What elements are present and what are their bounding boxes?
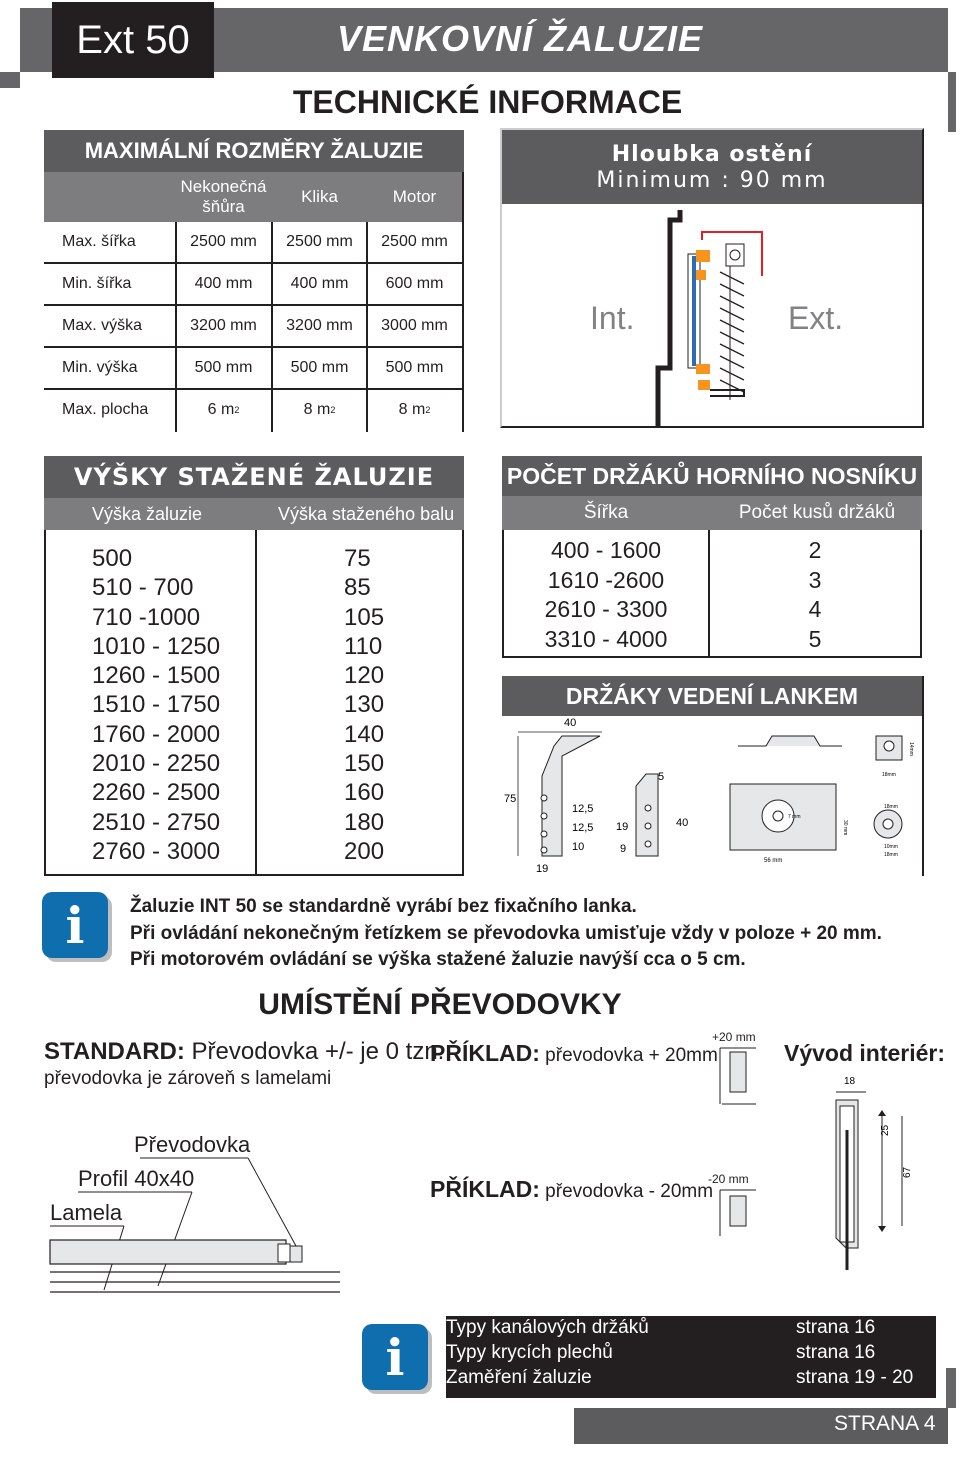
table-row [44,306,464,348]
holders-header [502,496,922,530]
divider [366,222,368,432]
cell: 400 mm [194,275,253,292]
list-item: 710 -1000 [92,603,201,631]
label-gearbox: Převodovka [134,1132,251,1157]
standard-label: STANDARD: [44,1038,185,1065]
cell: 500 mm [290,359,349,376]
col-endless-cord: Nekonečná šňůra [180,177,267,216]
col-width: Šířka [583,502,629,523]
divider [271,222,273,432]
dim-label: 12,5 [572,803,594,815]
minus-20-label: -20 mm [708,1172,749,1186]
list-item: 180 [344,808,385,836]
info-line: Žaluzie INT 50 se standardně vyrábí bez fixačního lanka. [130,896,637,917]
reference-page: strana 19 - 20 [796,1367,914,1388]
list-item: 200 [344,837,385,865]
list-item: 1610 -2600 [547,566,665,593]
stack-height-column [344,544,384,866]
cell [176,390,271,430]
standard-subtext: převodovka je zároveň s lamelami [44,1068,332,1089]
cell: 400 mm [290,275,349,292]
cable-guides-drawing [502,716,922,876]
max-dimensions-header [44,172,464,222]
row-label: Max. plocha [62,401,149,418]
table-row [44,222,464,264]
blind-height-column [92,544,220,866]
list-item: 130 [344,691,385,719]
count-column [712,536,918,654]
product-code: Ext 50 [52,2,214,78]
cell: 2500 mm [286,233,353,250]
list-item: 1260 - 1500 [92,662,221,690]
dim-label: 25 [880,1124,891,1136]
col-motor: Motor [392,187,437,206]
divider [175,222,177,432]
table-row [44,348,464,390]
page-title: VENKOVNÍ ŽALUZIE [336,18,703,59]
reference-row [446,1342,936,1367]
info-line: Při motorovém ovládání se výška stažené žaluzie navýší cca o 5 cm. [130,949,746,970]
example-plus [430,1040,718,1067]
example-text: převodovka - 20mm [539,1181,714,1202]
list-item: 1010 - 1250 [92,632,221,660]
cell: 3200 mm [286,317,353,334]
cell: 500 mm [194,359,253,376]
list-item: 160 [344,779,385,807]
list-item: 120 [344,662,385,690]
dim-label: 19 [616,821,629,833]
dim-label: 18mm [884,804,898,810]
reference-label: Zaměření žaluzie [446,1367,592,1388]
plus-20-label: +20 mm [712,1030,756,1044]
label-slat: Lamela [50,1200,123,1225]
list-item: 2760 - 3000 [92,837,221,865]
list-item: 110 [344,632,383,660]
info-notes [130,894,882,974]
superscript: 2 [234,405,240,415]
cell-value: 8 m [303,401,331,418]
holders-title: POČET DRŽÁKŮ HORNÍHO NOSNÍKU [502,456,922,496]
plus-20-diagram [700,1044,760,1124]
row-label: Min. výška [62,359,138,376]
info-line: Při ovládání nekonečným řetízkem se převodovka umisťuje vždy v poloze + 20 mm. [130,922,882,944]
row-label: Min. šířka [62,275,132,292]
list-item: 4 [808,596,822,622]
dim-label: 18 [844,1076,856,1087]
cell: 2500 mm [381,233,448,250]
list-item: 2260 - 2500 [92,779,221,807]
cell-value: 6 m [207,401,235,418]
page-number: STRANA 4 [834,1412,936,1435]
table-row [44,390,464,432]
col-count: Počet kusů držáků [738,502,896,523]
exterior-label: Ext. [788,300,844,336]
divider [708,530,710,658]
info-icon: i [42,892,108,958]
heights-title: VÝŠKY STAŽENÉ ŽALUZIE [44,456,464,498]
dim-label: 18mm [884,852,898,858]
col-crank: Klika [301,187,338,206]
list-item: 75 [344,545,371,572]
col-blind-height: Výška žaluzie [92,503,203,524]
dim-label: 7 mm [788,814,801,820]
dim-label: 18mm [882,772,896,778]
width-column [506,536,706,654]
table-row [44,264,464,306]
dim-label: 10mm [884,844,898,850]
heights-header [44,498,464,530]
section-title: TECHNICKÉ INFORMACE [292,84,683,120]
dim-label: 67 [902,1166,913,1178]
dim-label: 19 [536,863,549,875]
list-item: 500 [92,545,133,572]
divider [255,530,257,876]
dim-label: 14mm [908,742,914,756]
list-item: 2510 - 2750 [92,808,221,836]
list-item: 85 [344,574,371,602]
dim-label: 12,5 [572,822,594,834]
dim-label: 75 [504,793,517,805]
col-stack-height: Výška staženého balu [278,503,455,524]
references-box [446,1316,936,1398]
example-label: PŘÍKLAD: [430,1176,540,1202]
cell: 2500 mm [190,233,257,250]
list-item: 2010 - 2250 [92,750,221,778]
cable-guides-title: DRŽÁKY VEDENÍ LANKEM [502,676,922,716]
standard-diagram [40,1150,370,1300]
interior-label: Int. [590,300,635,336]
label-profile: Profil 40x40 [78,1166,195,1191]
dim-label: 5 [658,771,665,783]
list-item: 400 - 1600 [551,537,661,563]
cell: 600 mm [385,275,444,292]
outlet-diagram [826,1070,926,1280]
dim-label: 30 mm [842,820,848,836]
max-dimensions-title: MAXIMÁLNÍ ROZMĚRY ŽALUZIE [44,130,464,172]
cell [272,390,367,430]
list-item: 150 [344,750,385,778]
dim-label: 10 [572,841,585,853]
superscript: 2 [425,405,431,415]
reference-row [446,1317,936,1342]
reference-page: strana 16 [796,1317,876,1338]
divider [462,172,464,432]
depth-header [502,130,922,204]
minus-20-diagram [700,1186,760,1246]
list-item: 3 [808,566,822,593]
cell: 3000 mm [381,317,448,334]
info-icon: i [362,1324,428,1390]
depth-title: Hloubka ostění [611,142,813,167]
cell-value: 8 m [398,401,426,418]
cell [367,390,462,430]
list-item: 105 [344,603,385,631]
cell: 500 mm [385,359,444,376]
dim-label: 56 mm [764,858,783,864]
example-label: PŘÍKLAD: [430,1040,540,1066]
footer-edge [946,1368,956,1408]
list-item: 3310 - 4000 [544,625,668,652]
example-minus [430,1176,713,1203]
list-item: 1510 - 1750 [92,691,221,719]
reference-label: Typy kanálových držáků [446,1317,649,1338]
dim-label: 40 [564,717,577,729]
standard-text: Převodovka +/- je 0 tzn. [184,1038,445,1065]
list-item: 2610 - 3300 [544,596,668,622]
list-item: 5 [808,625,822,652]
dim-label: 9 [620,843,627,855]
reference-label: Typy krycích plechů [446,1342,613,1363]
example-text: převodovka + 20mm [539,1045,718,1066]
placement-title: UMÍSTĚNÍ PŘEVODOVKY [258,988,622,1021]
superscript: 2 [330,405,336,415]
list-item: 510 - 700 [92,574,194,602]
depth-minimum: Minimum : 90 mm [596,168,828,193]
dim-label: 40 [676,817,689,829]
interior-outlet-label: Vývod interiér: [784,1040,946,1066]
standard-line [44,1038,444,1066]
list-item: 2 [808,537,822,563]
cell: 3200 mm [190,317,257,334]
reference-row [446,1367,936,1392]
window-section-diagram [640,210,780,428]
row-label: Max. šířka [62,233,136,250]
reference-page: strana 16 [796,1342,876,1363]
list-item: 1760 - 2000 [92,720,221,748]
row-label: Max. výška [62,317,143,334]
list-item: 140 [344,720,385,748]
